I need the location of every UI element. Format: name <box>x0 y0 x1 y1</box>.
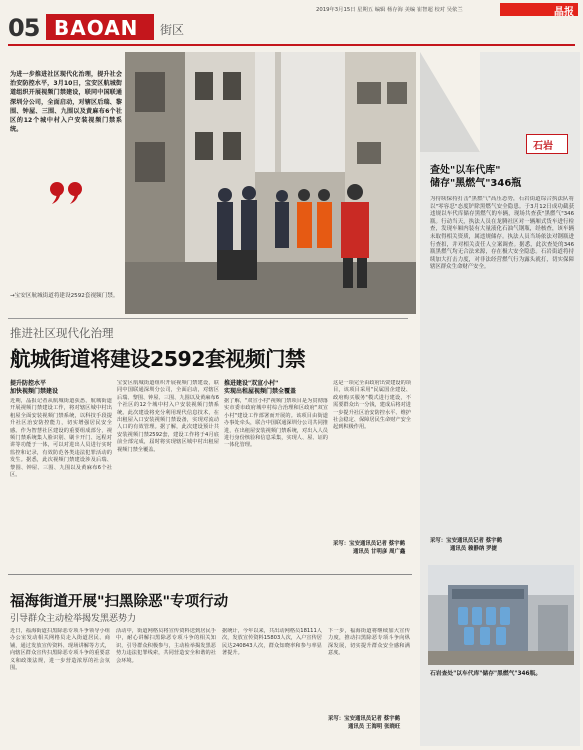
sidebar-headline: 查处"以车代库" 储存"黑燃气"346瓶 <box>430 165 522 189</box>
second-byline-contrib: 通讯员 王海明 张晓旺 <box>348 724 401 730</box>
sidebar-triangle <box>420 52 480 152</box>
lead-summary <box>10 70 122 134</box>
second-subhead: 引导群众主动检举揭发黑恶势力 <box>10 614 137 624</box>
second-byline-writer: 采写：宝安通讯员记者 蔡宇鹤 <box>328 716 400 722</box>
sidebar-byline-writer: 采写：宝安通讯员记者 蔡宇鹤 <box>430 538 502 544</box>
second-col-4: 下一步，福海街道将继续加大宣传力度，推动扫黑除恶专项斗争向纵深发展，切实提升群众安全感和满意度。 <box>328 628 410 657</box>
second-col-3: 据统计，今年以来，共出动网格员18111人次，发放宣传资料15803人次，入户宣传居民达240843人次，群众知晓率和参与率显著提升。 <box>222 628 322 657</box>
sidebar-byline-contrib: 通讯员 赖静纳 罗捷 <box>450 546 497 552</box>
sidebar <box>420 52 580 746</box>
second-col-1: 近日，福海街道扫黑除恶专项斗争领导小组办公室发动相关网格员走入街道居民、商铺，通过发放宣传资料、现场讲解等方式，向辖区群众宣传扫黑除恶专项斗争的重要意义和政策法规，进一步营造浓厚的社会氛围。 <box>10 628 110 672</box>
lead-summary-text: 为进一步推进社区现代化治理，提升社会治安防控水平，3月10日，宝安区航城街道组织开展视频门禁建设，联同中国联通深圳分公司，全面启动，对辖区后瑞、黎围、钟屋、三围、九围以及黄麻布6个社区的12个城中村入户安装视频门禁系统。 <box>10 71 122 134</box>
article-divider <box>8 574 412 575</box>
second-headline: 福海街道开展"扫黑除恶"专项行动 <box>10 594 229 610</box>
main-kicker: 推进社区现代化治理 <box>10 326 114 340</box>
sidebar-photo <box>428 565 574 665</box>
main-col-2: 宝安区航城街道组织开展视频门禁建设，联同中国联通深圳分公司，全面启动，对辖区后瑞、黎围、钟屋、三围、九围以及黄麻布6个社区的12个城中村入户安装视频门禁系统。此次建设将充分利用现代信息技术，在出租屋入口安装视频门禁设备，实现对流动人口的有效管理。据了解，此次建设预计共安装视频门禁2592套，建设工作将于4月底前全部完成，届时将实现辖区城中村出租屋视频门禁全覆盖。 <box>117 380 219 453</box>
sidebar-photo-caption: 石岩查处"以车代库"储存"黑燃气"346瓶。 <box>430 671 542 677</box>
main-subhead-2: 推进建设"双宣小村" 实现出租屋视频门禁全覆盖 <box>224 380 297 395</box>
quote-mark-icon <box>48 181 88 209</box>
main-headline: 航城街道将建设2592套视频门禁 <box>10 347 306 371</box>
section-tag <box>46 14 154 40</box>
page-header <box>0 0 583 52</box>
main-byline <box>333 540 413 556</box>
main-byline-writer: 采写：宝安通讯员记者 蔡宇鹤 <box>333 541 405 547</box>
main-subhead-1: 提升防控水平 加快视频门禁建设 <box>10 380 59 395</box>
second-byline <box>328 715 412 731</box>
main-col-4: 这是一项完全由政府出资建设的项目，该项目采用"民属国企建设、政府购买服务"模式进行建设，不需要群众出一分钱，建成后将对进一步提升社区治安防控水平、维护社会稳定、保障居民生命财产安全起到积极作用。 <box>333 380 411 431</box>
main-col-3: 据了解，"双宣小村"视频门禁项目是为贯彻落实市委市政府城中村综合治理和区政府"双宣小村"建设工作部署而开展的。该项目由街道办事处牵头，联合中国联通深圳分公司共同推进，在出租屋安装视频门禁系统，对出入人员进行身份核验和信息采集，实现人、屋、证的一体化管理。 <box>224 398 328 449</box>
page-number: 05 <box>8 14 40 42</box>
main-photo <box>125 52 416 314</box>
lead-divider <box>8 318 408 319</box>
header-rule <box>8 44 575 46</box>
date-line: 2019年3月15日 星期五 编辑 杨存海 美编 崔智超 校对 吴依兰 <box>316 7 463 13</box>
sidebar-byline <box>430 537 570 553</box>
sidebar-body: 为持续保持打击"黑燃气"高压态势，石岩街道综合执法队将以"零容忍"态度铲除黑燃气安全隐患。于3月12日成功截获违规以车代库储存黑燃气的车辆，现场共查获"黑燃气"346瓶。行动当天，执法人员在龙腾社区对一辆厢式货车进行检查，发现车厢内装有大量液化石油气钢瓶，经核查，该车辆未取得相关资质，属违规储存。执法人员当场依法对钢瓶进行查扣，并对相关责任人立案调查。据悉，此次查处的346瓶黑燃气均无合法来源，存在极大安全隐患。石岩街道将持续加大打击力度，对非法经营燃气行为露头就打，切实保障辖区群众生命财产安全。 <box>430 196 574 271</box>
section-en: BAOAN <box>54 16 139 40</box>
section-cn: 街区 <box>160 23 185 37</box>
sidebar-tag: 石岩 <box>526 134 568 154</box>
second-col-2: 活动中，街道网格员将宣传资料送到居民手中，耐心讲解扫黑除恶专项斗争的相关知识，引导群众积极参与，主动检举揭发黑恶势力违法犯罪线索，共同营造安全和谐的社会环境。 <box>116 628 216 664</box>
main-col-1: 近期，晶报记者从航城街道获悉，航城街道开展视频门禁建设工作，将对辖区城中村出租屋全面安装视频门禁系统，以科技手段提升社区治安防控能力，切实增强居民安全感。作为智慧社区建设的重要组成部分，视频门禁系统集人脸识别、刷卡开门、远程对讲等功能于一体，可以对进出人员进行实时监控和记录，有效防范各类违法犯罪活动的发生。据悉，此次视频门禁建设涉及后瑞、黎围、钟屋、三围、九围以及黄麻布6个社区。 <box>10 398 112 479</box>
photo-caption: →宝安区航城街道将建设2592套视频门禁。 <box>10 293 119 299</box>
logo: 晶报 <box>500 3 578 16</box>
main-byline-contrib: 通讯员 甘明彦 周广鑫 <box>353 549 406 555</box>
